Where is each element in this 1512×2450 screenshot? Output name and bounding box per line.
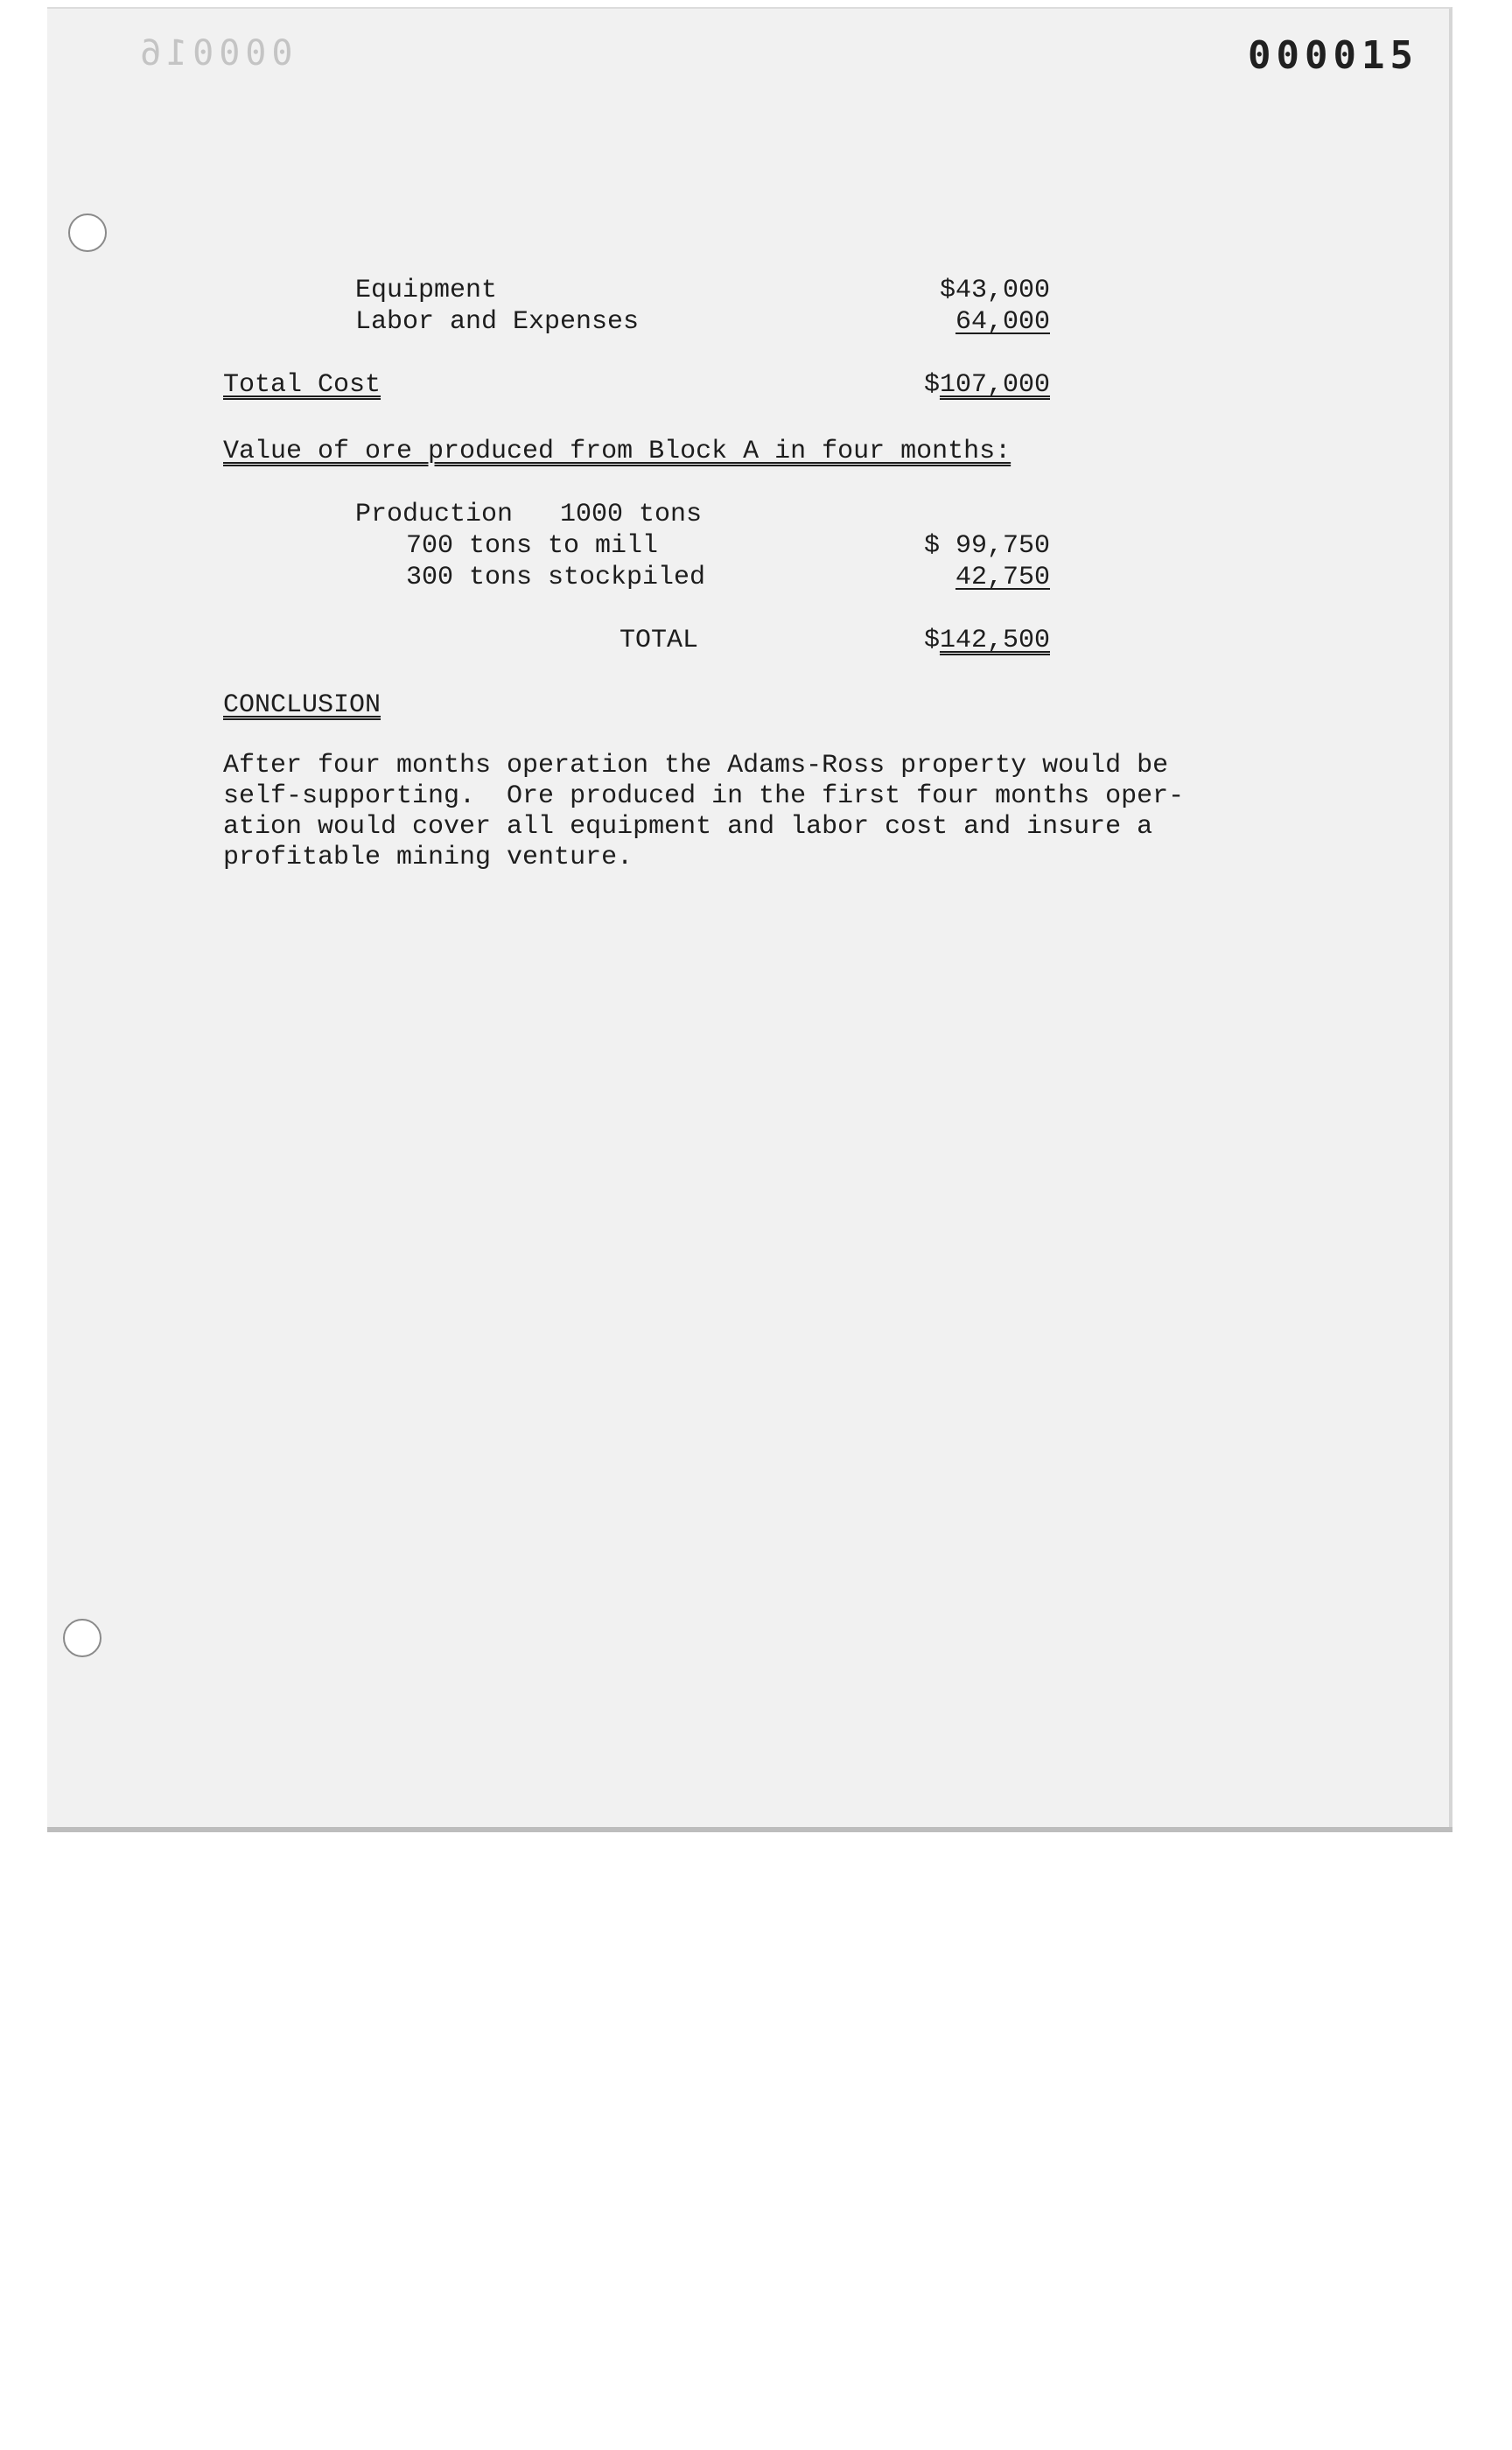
document-page	[47, 7, 1452, 1827]
labor-label: Labor and Expenses	[355, 307, 640, 337]
total-cost-amount	[875, 369, 1050, 401]
punch-hole-top	[68, 214, 107, 252]
total-cost-label: Total Cost	[223, 370, 382, 400]
conclusion-heading: CONCLUSION	[223, 690, 382, 720]
equipment-amount: $43,000	[939, 276, 1050, 305]
equipment-label: Equipment	[355, 276, 498, 305]
conclusion-line: profitable mining venture.	[223, 843, 634, 872]
conclusion-line: ation would cover all equipment and labor cost and insure a	[223, 812, 1153, 842]
stockpile-label: 300 tons stockpiled	[406, 563, 706, 592]
production-total-label: TOTAL	[620, 626, 699, 655]
page-number: 000015	[1248, 33, 1418, 78]
production-total-currency: $	[923, 626, 940, 655]
labor-amount: 64,000	[955, 307, 1050, 337]
production-label: Production 1000 tons	[355, 500, 703, 529]
mill-amount: $ 99,750	[923, 531, 1050, 561]
mill-label: 700 tons to mill	[406, 531, 659, 561]
conclusion-paragraph	[223, 751, 1256, 873]
value-heading: Value of ore produced from Block A in four months:	[223, 437, 1012, 466]
punch-hole-bottom	[63, 1619, 102, 1657]
conclusion-line: After four months operation the Adams-Ross property would be	[223, 751, 1169, 780]
production-total-amount	[875, 625, 1050, 656]
conclusion-line: self-supporting. Ore produced in the first four months oper-	[223, 781, 1185, 811]
total-cost-value: 107,000	[939, 370, 1050, 400]
total-cost-currency: $	[923, 370, 940, 400]
production-total-value: 142,500	[939, 626, 1050, 655]
stockpile-amount: 42,750	[955, 563, 1050, 592]
ghost-page-number: 000016	[135, 33, 293, 74]
